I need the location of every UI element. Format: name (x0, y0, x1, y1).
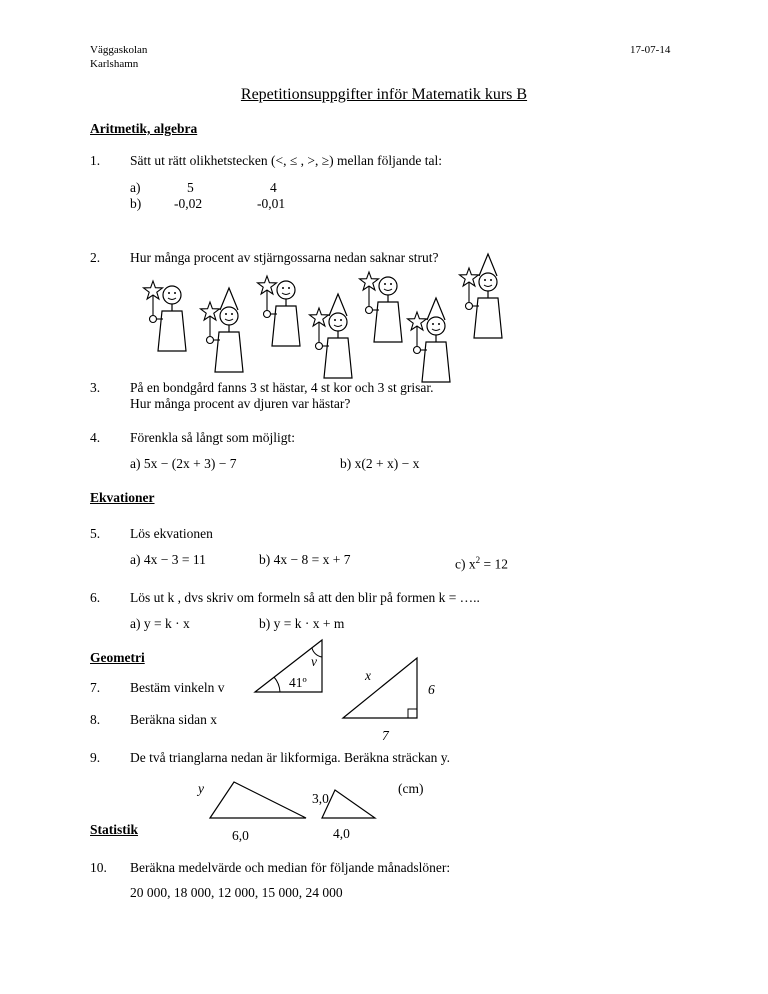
page-title: Repetitionsuppgifter inför Matematik kurs B (240, 86, 528, 103)
q9-number: 9. (90, 750, 101, 765)
q7-text-content: Bestäm vinkeln v (130, 680, 225, 695)
q3-number: 3. (90, 380, 101, 395)
q1a-left: 5 (187, 180, 194, 195)
star-boy-1 (144, 281, 187, 351)
big-base-label: 6,0 (232, 828, 249, 843)
q8-number: 8. (90, 712, 101, 727)
document-date: 17-07-14 (630, 44, 671, 56)
q1b-right: -0,01 (257, 196, 286, 211)
q7-number: 7. (90, 680, 101, 695)
q6a-formula: a) y = k · x (130, 616, 190, 631)
angle-41-label: 41º (289, 675, 307, 690)
q2-text: Hur många procent av stjärngossarna nedan saknar strut? (130, 250, 439, 265)
q1-text: Sätt ut rätt olikhetstecken (<, ≤ , >, ≥) mellan följande tal: (130, 153, 442, 168)
q4b-expression: b) x(2 + x) − x (340, 456, 420, 471)
q5b-equation: b) 4x − 8 = x + 7 (259, 552, 351, 567)
q5c-rhs: = 12 (480, 556, 508, 572)
q2-number: 2. (90, 250, 101, 265)
q3-line1: På en bondgård fanns 3 st hästar, 4 st kor och 3 st grisar. (130, 380, 434, 395)
city-name: Karlshamn (90, 58, 139, 70)
star-boy-6 (408, 298, 451, 382)
q1b-label: b) (130, 196, 142, 211)
small-base-label: 4,0 (333, 826, 350, 841)
small-side-label: 3,0 (312, 791, 329, 806)
section-equations: Ekvationer (90, 490, 155, 505)
star-boy-3 (258, 276, 301, 346)
q3-line2: Hur många procent av djuren var hästar? (130, 396, 351, 411)
q10-values: 20 000, 18 000, 12 000, 15 000, 24 000 (130, 885, 343, 900)
q9-text: De två trianglarna nedan är likformiga. Beräkna sträckan y. (130, 750, 450, 765)
star-boy-5 (360, 272, 403, 342)
x-label: x (365, 668, 371, 683)
q4a-expression: a) 5x − (2x + 3) − 7 (130, 456, 237, 471)
star-boy-7 (460, 254, 503, 338)
q8-text: Beräkna sidan x (130, 712, 217, 727)
big-triangle (210, 782, 306, 818)
similar-triangles-figure (0, 770, 768, 850)
q1a-label: a) (130, 180, 141, 195)
q6-number: 6. (90, 590, 101, 605)
angle-arc (274, 677, 280, 692)
section-statistics: Statistik (90, 822, 139, 837)
star-boys-figure (0, 258, 768, 378)
section-arithmetic: Aritmetik, algebra (90, 121, 198, 136)
side-7-label: 7 (382, 728, 389, 743)
q6b-formula: b) y = k · x + m (259, 616, 345, 631)
unit-label: (cm) (398, 781, 424, 796)
q7-text (130, 680, 225, 696)
v-label: v (311, 654, 317, 669)
q10-text: Beräkna medelvärde och median för följande månadslöner: (130, 860, 451, 875)
school-name: Väggaskolan (90, 44, 148, 56)
q10-number: 10. (90, 860, 107, 875)
q5c-exponent: 2 (475, 555, 481, 565)
right-triangle (343, 658, 417, 718)
q4-number: 4. (90, 430, 101, 445)
small-triangle (322, 790, 375, 818)
q5a-equation: a) 4x − 3 = 11 (130, 552, 206, 567)
q1b-left: -0,02 (174, 196, 203, 211)
section-geometry: Geometri (90, 650, 145, 665)
q5-number: 5. (90, 526, 101, 541)
q1a-right: 4 (270, 180, 277, 195)
side-6-label: 6 (428, 682, 435, 697)
star-boy-4 (310, 294, 353, 378)
q5c-base: c) x (455, 556, 476, 572)
right-angle-marker (408, 709, 417, 718)
q4-text: Förenkla så långt som möjligt: (130, 430, 295, 445)
star-boy-2 (201, 288, 244, 372)
angle-triangle-figure (0, 630, 768, 730)
q1-number: 1. (90, 153, 101, 168)
q5-text: Lös ekvationen (130, 526, 213, 541)
q6-text: Lös ut k , dvs skriv om formeln så att den blir på formen k = ….. (130, 590, 480, 605)
q5c-equation (455, 552, 508, 573)
y-label: y (198, 781, 204, 796)
